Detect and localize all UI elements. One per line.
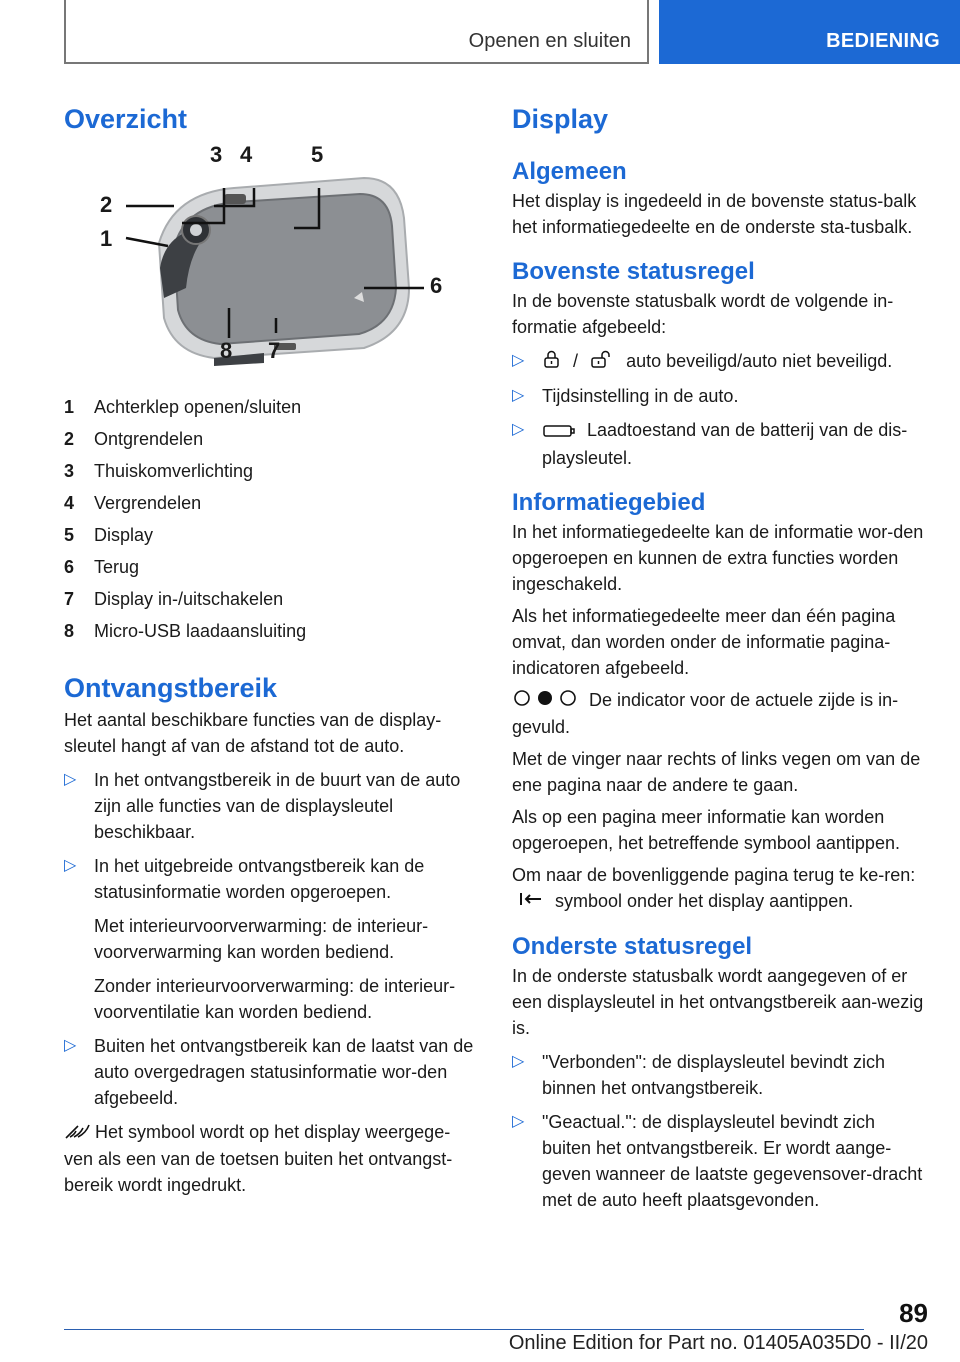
callout-3: 3 [210,142,223,167]
range-intro: Het aantal beschikbare functies van de display-sleutel hangt af van de afstand tot de auto. [64,710,442,756]
legend-item: 1 Achterklep openen/sluiten [64,397,302,417]
info-area-heading: Informatiegebied [512,488,706,516]
legend-item: 6 Terug [64,557,140,577]
bottom-status-item: ▷ "Verbonden": de displaysleutel bevindt zich binnen het ontvangstbereik. [512,1049,927,1101]
callout-5: 5 [311,142,324,167]
no-signal-icon [64,1120,90,1146]
bottom-status-text: In de onderste statusbalk wordt aangegeven of er een displaysleutel in het ontvangstbereik aan-wezig is. [512,966,924,1038]
legend-item: 7 Display in-/uitschakelen [64,589,284,609]
general-heading: Algemeen [512,158,627,185]
top-status-item: ▷ / auto beveiligd/auto niet beveiligd. [512,348,927,375]
overview-legend [64,391,479,647]
info-text-2: Als het informatiegedeelte meer dan één pagina omvat, dan worden onder de informatie pagina-indicatoren afgebeeld. [512,605,896,678]
range-item: ▷ Buiten het ontvangstbereik kan de laatst van de auto overgedragen statusinformatie wor-den afgebeeld. [64,1033,479,1111]
callout-6: 6 [430,273,443,298]
top-status-item: ▷ Tijdsinstelling in de auto. [512,383,927,409]
bottom-status-item: ▷ "Geactual.": de displaysleutel bevindt zich buiten het ontvangstbereik. Er wordt aange-geven wanneer de laatste gegevensover-dracht met de auto heeft plaatsgevonden. [512,1109,927,1213]
triangle-bullet-icon: ▷ [64,1037,77,1054]
info-text-1: In het informatiegedeelte kan de informatie wor-den opgeroepen en kunnen de extra functies worden ingeschakeld. [512,521,924,594]
top-status-item: ▷ Laadtoestand van de batterij van de dis-playsleutel. [512,417,927,470]
range-list [64,767,479,905]
callout-1: 1 [100,226,113,251]
header-section-title: Openen en sluiten [468,30,631,52]
callout-7: 7 [268,338,281,363]
legend-item: 3 Thuiskomverlichting [64,461,254,481]
display-key-illustration [64,142,479,373]
top-status-text: In de bovenste statusbalk wordt de volgende in-formatie afgebeeld: [512,291,894,337]
triangle-bullet-icon: ▷ [512,387,525,405]
header-chapter-label: BEDIENING [826,30,940,52]
bottom-status-list [512,1049,927,1213]
lock-closed-icon [542,349,562,375]
callout-8: 8 [220,338,233,363]
display-heading: Display [512,104,609,134]
legend-item: 4 Vergrendelen [64,493,202,513]
lock-open-icon [589,349,615,375]
triangle-bullet-icon: ▷ [512,352,525,369]
legend-item: 5 Display [64,525,154,545]
callout-2: 2 [100,192,113,217]
triangle-bullet-icon: ▷ [512,1113,525,1130]
right-column [512,100,927,1213]
footer-divider [64,1329,864,1330]
back-arrow-icon [518,889,544,915]
left-column [64,100,479,1198]
info-text-6: Om naar de bovenliggende pagina terug te ke-ren: symbool onder het display aantippen. [512,862,927,915]
footer-edition: Online Edition for Part no. 01405A035D0 - II/20 [508,1332,928,1354]
legend-item: 2 Ontgrendelen [64,429,204,449]
battery-icon [542,419,576,445]
general-text: Het display is ingedeeld in de bovenste status-balk het informatiegedeelte en de onderste sta-tusbalk. [512,191,917,237]
header-chapter-tab[interactable] [659,0,960,64]
triangle-bullet-icon: ▷ [512,421,525,439]
triangle-bullet-icon: ▷ [64,857,77,874]
page-indicator-icon [512,688,578,714]
info-text-5: Als op een pagina meer informatie kan worden opgeroepen, het betreffende symbool aantippen. [512,806,900,853]
top-status-heading: Bovenste statusregel [512,258,755,285]
bottom-status-heading: Onderste statusregel [512,933,753,960]
range-heading: Ontvangstbereik [64,673,278,703]
range-sub-ventilation: Zonder interieurvoorverwarming: de interieur-voorventilatie kan worden bediend. [94,976,456,1022]
range-note: Het symbool wordt op het display weergege-ven als een van de toetsen buiten het ontvangst-bereik wordt ingedrukt. [64,1122,453,1196]
top-status-list [512,348,927,471]
triangle-bullet-icon: ▷ [64,771,77,788]
overview-heading: Overzicht [64,104,188,134]
legend-item: 8 Micro-USB laadaansluiting [64,621,307,641]
range-item: ▷ In het ontvangstbereik in de buurt van de auto zijn alle functies van de displaysleutel beschikbaar. [64,767,479,845]
range-sub-heating: Met interieurvoorverwarming: de interieur-voorverwarming kan worden bediend. [94,916,429,962]
range-list-2 [64,1033,479,1111]
triangle-bullet-icon: ▷ [512,1053,525,1070]
header-section-box [64,0,649,64]
range-item: ▷ In het uitgebreide ontvangstbereik kan de statusinformatie worden opgeroepen. [64,853,479,905]
callout-4: 4 [240,142,253,167]
page-number: 89 [899,1298,928,1328]
info-text-4: Met de vinger naar rechts of links vegen om van de ene pagina naar de andere te gaan. [512,748,921,795]
info-text-3: De indicator voor de actuele zijde is in-gevuld. [512,689,899,737]
